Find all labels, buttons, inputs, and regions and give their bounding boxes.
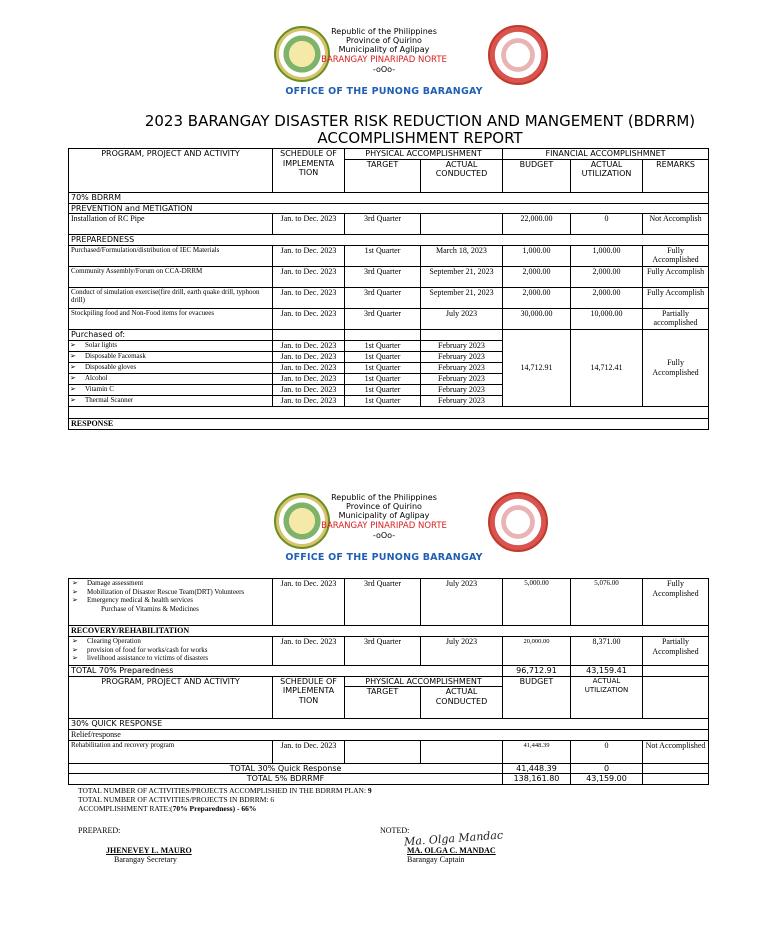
header-municipality: Municipality of Aglipay bbox=[338, 45, 430, 54]
summary-rate-label: ACCOMPLISHMENT RATE:( bbox=[78, 804, 173, 813]
schedule-cell: Jan. to Dec. 2023 bbox=[273, 287, 345, 308]
utilization-cell: 2,000.00 bbox=[571, 266, 643, 287]
actual-cell: July 2023 bbox=[421, 579, 503, 626]
header-republic: Republic of the Philippines bbox=[331, 493, 437, 502]
noted-label: NOTED: bbox=[380, 826, 410, 835]
table-row bbox=[69, 637, 709, 666]
summary-accomplished-value: 9 bbox=[367, 786, 372, 795]
schedule-cell: Jan. to Dec. 2023 bbox=[273, 362, 345, 373]
purchased-budget-cell: 14,712.91 bbox=[503, 329, 571, 406]
empty-cell bbox=[643, 774, 709, 785]
section-preparedness: PREPAREDNESS bbox=[69, 235, 709, 246]
total-row bbox=[69, 763, 709, 774]
actual-cell: July 2023 bbox=[421, 308, 503, 329]
response-activities-cell bbox=[69, 579, 273, 626]
list-item: ➢ livelihood assistance to victims of disasters bbox=[71, 654, 270, 663]
target-cell: 1st Quarter bbox=[345, 340, 421, 351]
table-row bbox=[69, 214, 709, 235]
col-financial-header: FINANCIAL ACCOMPLISHMNET bbox=[503, 149, 709, 160]
header-divider: -oOo- bbox=[372, 65, 396, 74]
header-municipality: Municipality of Aglipay bbox=[338, 511, 430, 520]
table-row bbox=[69, 308, 709, 329]
actual-cell: February 2023 bbox=[421, 395, 503, 406]
target-cell: 1st Quarter bbox=[345, 373, 421, 384]
section-prevention: PREVENTION and METIGATION bbox=[69, 203, 709, 214]
captain-title: Barangay Captain bbox=[407, 855, 465, 864]
target-cell: 1st Quarter bbox=[345, 351, 421, 362]
utilization-cell: 5,076.00 bbox=[571, 579, 643, 626]
preparer-name: JHENEVEY L. MAURO bbox=[106, 846, 192, 855]
col-physical-header: PHYSICAL ACCOMPLISHMENT bbox=[345, 676, 503, 687]
budget-cell: 41,448.39 bbox=[503, 740, 571, 763]
captain-name: MA. OLGA C. MANDAC bbox=[407, 846, 496, 855]
target-cell: 3rd Quarter bbox=[345, 214, 421, 235]
budget-cell: 5,000.00 bbox=[503, 579, 571, 626]
section-30-quick-response: 30% QUICK RESPONSE bbox=[69, 719, 709, 730]
purchased-label: Purchased of: bbox=[69, 329, 273, 340]
col-ppa-header: PROGRAM, PROJECT AND ACTIVITY bbox=[69, 149, 273, 193]
list-item: ➢ Damage assessment bbox=[71, 579, 270, 588]
remarks-cell: Partially accomplished bbox=[643, 308, 709, 329]
remarks-cell: Fully Accomplished bbox=[643, 579, 709, 626]
budget-cell: 2,000.00 bbox=[503, 287, 571, 308]
target-cell: 3rd Quarter bbox=[345, 637, 421, 666]
total70-budget: 96,712.91 bbox=[503, 666, 571, 677]
actual-cell bbox=[421, 214, 503, 235]
actual-cell: February 2023 bbox=[421, 384, 503, 395]
col-budget-header: BUDGET bbox=[503, 676, 571, 719]
activity-cell: Community Assembly/Forum on CCA-DRRM bbox=[69, 266, 273, 287]
list-item: ➢ Thermal Scanner bbox=[69, 395, 273, 406]
empty-cell bbox=[643, 666, 709, 677]
schedule-cell: Jan. to Dec. 2023 bbox=[273, 579, 345, 626]
activity-cell: Conduct of simulation exercise(fire drill, earth quake drill, typhoon drill) bbox=[69, 287, 273, 308]
utilization-cell: 0 bbox=[571, 740, 643, 763]
budget-cell: 30,000.00 bbox=[503, 308, 571, 329]
utilization-cell: 0 bbox=[571, 214, 643, 235]
letterhead-top bbox=[0, 22, 768, 126]
section-recovery: RECOVERY/REHABILITATION bbox=[69, 626, 709, 637]
section-row bbox=[69, 719, 709, 730]
header-row-1 bbox=[69, 149, 709, 160]
prepared-label: PREPARED: bbox=[78, 826, 121, 835]
actual-cell: February 2023 bbox=[421, 351, 503, 362]
actual-cell: February 2023 bbox=[421, 373, 503, 384]
list-item: ➢ Disposable gloves bbox=[69, 362, 273, 373]
target-cell: 3rd Quarter bbox=[345, 579, 421, 626]
table-row bbox=[69, 287, 709, 308]
target-cell: 3rd Quarter bbox=[345, 287, 421, 308]
total-row bbox=[69, 774, 709, 785]
preparer-title: Barangay Secretary bbox=[114, 855, 177, 864]
table-row bbox=[69, 579, 709, 626]
actual-cell: February 2023 bbox=[421, 340, 503, 351]
actual-cell: March 18, 2023 bbox=[421, 245, 503, 266]
schedule-cell: Jan. to Dec. 2023 bbox=[273, 214, 345, 235]
schedule-cell: Jan. to Dec. 2023 bbox=[273, 351, 345, 362]
col-schedule-header: SCHEDULE OF IMPLEMENTA TION bbox=[273, 676, 345, 719]
col-physical-header: PHYSICAL ACCOMPLISHMENT bbox=[345, 149, 503, 160]
utilization-cell: 10,000.00 bbox=[571, 308, 643, 329]
total5-budget: 138,161.80 bbox=[503, 774, 571, 785]
total70-label: TOTAL 70% Preparedness bbox=[69, 666, 503, 677]
schedule-cell: Jan. to Dec. 2023 bbox=[273, 266, 345, 287]
budget-cell: 22,000.00 bbox=[503, 214, 571, 235]
empty-cell bbox=[643, 676, 709, 719]
activity-cell: Installation of RC Pipe bbox=[69, 214, 273, 235]
header-republic: Republic of the Philippines bbox=[331, 27, 437, 36]
report-title-line2: ACCOMPLISHMENT REPORT bbox=[317, 129, 523, 147]
header-barangay: BARANGAY PINARIPAD NORTE bbox=[321, 521, 447, 531]
budget-cell: 2,000.00 bbox=[503, 266, 571, 287]
list-item: ➢ Mobilization of Disaster Rescue Team(DRT) Volunteers bbox=[71, 588, 270, 597]
list-subitem: Purchase of Vitamins & Medicines bbox=[101, 604, 199, 613]
target-cell: 3rd Quarter bbox=[345, 266, 421, 287]
section-row bbox=[69, 192, 709, 203]
empty-cell bbox=[421, 740, 503, 763]
list-item: ➢ Disposable Facemask bbox=[69, 351, 273, 362]
header-barangay: BARANGAY PINARIPAD NORTE bbox=[321, 55, 447, 65]
report-table-page1 bbox=[68, 148, 709, 430]
total5-label: TOTAL 5% BDRRMF bbox=[69, 774, 503, 785]
list-item: ➢ Clearing Operation bbox=[71, 637, 270, 646]
total30-budget: 41,448.39 bbox=[503, 763, 571, 774]
header-row-1 bbox=[69, 676, 709, 687]
schedule-cell: Jan. to Dec. 2023 bbox=[273, 373, 345, 384]
total30-label: TOTAL 30% Quick Response bbox=[69, 763, 503, 774]
table-row bbox=[69, 329, 709, 340]
summary-rate-value: 70% Preparedness) - 66% bbox=[172, 804, 257, 813]
remarks-cell: Fully Accomplished bbox=[643, 245, 709, 266]
list-item: ➢ Solar lights bbox=[69, 340, 273, 351]
table-row bbox=[69, 245, 709, 266]
col-ppa-header: PROGRAM, PROJECT AND ACTIVITY bbox=[69, 676, 273, 719]
utilization-cell: 8,371.00 bbox=[571, 637, 643, 666]
office-title: OFFICE OF THE PUNONG BARANGAY bbox=[285, 552, 483, 563]
report-table-page2 bbox=[68, 578, 709, 785]
actual-cell: September 21, 2023 bbox=[421, 287, 503, 308]
table-row bbox=[69, 266, 709, 287]
col-actual-conducted-header: ACTUAL CONDUCTED bbox=[421, 687, 503, 719]
utilization-cell: 2,000.00 bbox=[571, 287, 643, 308]
actual-cell: February 2023 bbox=[421, 362, 503, 373]
remarks-cell: Partially Accomplished bbox=[643, 637, 709, 666]
section-70-bdrrm: 70% BDRRM bbox=[69, 192, 709, 203]
empty-cell bbox=[345, 329, 421, 340]
schedule-cell: Jan. to Dec. 2023 bbox=[273, 340, 345, 351]
section-row bbox=[69, 418, 709, 429]
section-response: RESPONSE bbox=[69, 418, 709, 429]
activity-cell: Stockpiling food and Non-Food items for evacuees bbox=[69, 308, 273, 329]
actual-cell: September 21, 2023 bbox=[421, 266, 503, 287]
list-item: ➢ provision of food for works/cash for works bbox=[71, 646, 270, 655]
col-actual-conducted-header: ACTUAL CONDUCTED bbox=[421, 159, 503, 192]
summary-rate bbox=[78, 804, 372, 813]
budget-cell: 20,000.00 bbox=[503, 637, 571, 666]
table-row bbox=[69, 740, 709, 763]
preparer-block bbox=[106, 846, 192, 864]
purchased-utilization-cell: 14,712.41 bbox=[571, 329, 643, 406]
summary-accomplished bbox=[78, 786, 372, 795]
empty-cell bbox=[273, 329, 345, 340]
office-title: OFFICE OF THE PUNONG BARANGAY bbox=[285, 86, 483, 97]
col-target-header: TARGET bbox=[345, 159, 421, 192]
total-row bbox=[69, 666, 709, 677]
captain-block bbox=[407, 846, 496, 864]
target-cell: 1st Quarter bbox=[345, 384, 421, 395]
col-remarks-header: REMARKS bbox=[643, 159, 709, 192]
empty-cell bbox=[345, 740, 421, 763]
schedule-cell: Jan. to Dec. 2023 bbox=[273, 395, 345, 406]
section-row bbox=[69, 730, 709, 741]
schedule-cell: Jan. to Dec. 2023 bbox=[273, 384, 345, 395]
activity-cell: Rehabilitation and recovery program bbox=[69, 740, 273, 763]
list-item: ➢ Alcohol bbox=[69, 373, 273, 384]
section-row bbox=[69, 203, 709, 214]
section-relief: Relief/response bbox=[69, 730, 709, 741]
summary-accomplished-label: TOTAL NUMBER OF ACTIVITIES/PROJECTS ACCOMPLISHED IN THE BDRRM PLAN: bbox=[78, 786, 368, 795]
header-province: Province of Quirino bbox=[346, 36, 422, 45]
col-schedule-header: SCHEDULE OF IMPLEMENTA TION bbox=[273, 149, 345, 193]
header-province: Province of Quirino bbox=[346, 502, 422, 511]
footer-summary bbox=[78, 786, 372, 813]
actual-cell: July 2023 bbox=[421, 637, 503, 666]
col-utilization-header: ACTUAL UTILIZATION bbox=[571, 159, 643, 192]
header-divider: -oOo- bbox=[372, 531, 396, 540]
section-row bbox=[69, 235, 709, 246]
total30-utilization: 0 bbox=[571, 763, 643, 774]
remarks-cell: Fully Accomplish bbox=[643, 266, 709, 287]
utilization-cell: 1,000.00 bbox=[571, 245, 643, 266]
list-item: ➢ Vitamin C bbox=[69, 384, 273, 395]
section-row bbox=[69, 626, 709, 637]
table-row bbox=[69, 406, 709, 418]
remarks-cell: Not Accomplish bbox=[643, 214, 709, 235]
target-cell: 1st Quarter bbox=[345, 245, 421, 266]
schedule-cell: Jan. to Dec. 2023 bbox=[273, 245, 345, 266]
empty-cell bbox=[643, 763, 709, 774]
target-cell: 3rd Quarter bbox=[345, 308, 421, 329]
schedule-cell: Jan. to Dec. 2023 bbox=[273, 308, 345, 329]
target-cell: 1st Quarter bbox=[345, 362, 421, 373]
col-target-header: TARGET bbox=[345, 687, 421, 719]
target-cell: 1st Quarter bbox=[345, 395, 421, 406]
summary-total: TOTAL NUMBER OF ACTIVITIES/PROJECTS IN BDRRM: 6 bbox=[78, 795, 275, 804]
col-budget-header: BUDGET bbox=[503, 159, 571, 192]
budget-cell: 1,000.00 bbox=[503, 245, 571, 266]
activity-cell: Purchased/Formulation/distribution of IEC Materials bbox=[69, 245, 273, 266]
remarks-cell: Not Accomplished bbox=[643, 740, 709, 763]
list-item: ➢ Emergency medical & health services bbox=[71, 596, 270, 605]
recovery-activities-cell bbox=[69, 637, 273, 666]
signature-icon: Ma. Olga Mandac bbox=[403, 828, 504, 849]
schedule-cell: Jan. to Dec. 2023 bbox=[273, 740, 345, 763]
col-utilization-header: ACTUAL UTILIZATION bbox=[571, 676, 643, 719]
schedule-cell: Jan. to Dec. 2023 bbox=[273, 637, 345, 666]
remarks-cell: Fully Accomplish bbox=[643, 287, 709, 308]
report-title-line1: 2023 BARANGAY DISASTER RISK REDUCTION AND MANGEMENT (BDRRM) bbox=[144, 112, 696, 130]
purchased-remarks-cell: Fully Accomplished bbox=[643, 329, 709, 406]
total70-utilization: 43,159.41 bbox=[571, 666, 643, 677]
total5-utilization: 43,159.00 bbox=[571, 774, 643, 785]
empty-cell bbox=[421, 329, 503, 340]
